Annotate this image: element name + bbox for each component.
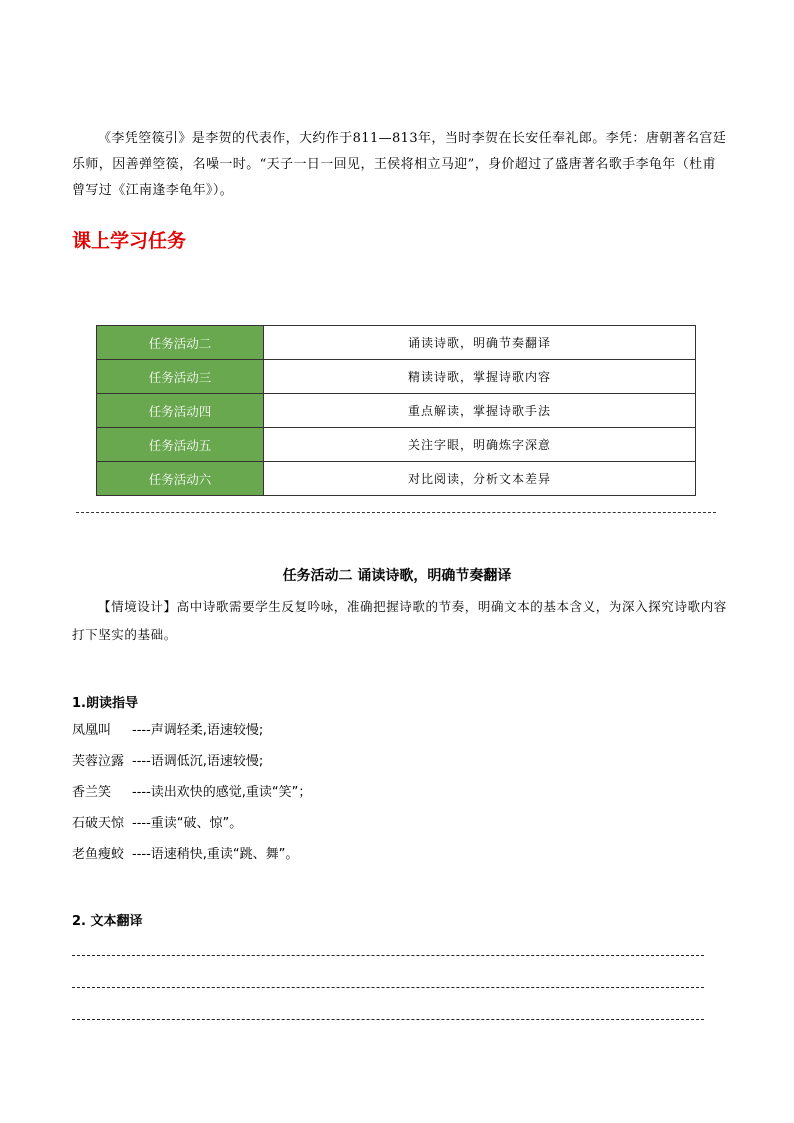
list-item — [72, 842, 311, 873]
answer-line — [72, 955, 704, 956]
reading-item-guide: ----重读“破、惊”。 — [132, 816, 243, 831]
list-item — [72, 811, 311, 842]
table-row — [97, 428, 696, 462]
task-name-cell: 任务活动五 — [97, 428, 264, 462]
intro-paragraph: 《李凭箜篌引》是李贺的代表作，大约作于811—813年，当时李贺在长安任奉礼郎。李凭：唐朝著名宫廷乐师，因善弹箜篌，名噪一时。“天子一日一回见，王侯将相立马迎”，身价超过了盛唐著名歌手李龟年（杜甫曾写过《江南逢李龟年》）。 — [72, 131, 727, 198]
reading-item-guide: ----语调低沉,语速较慢; — [132, 754, 264, 769]
reading-item-guide: ----语速稍快,重读“跳、舞”。 — [132, 847, 299, 862]
reading-item-guide: ----声调轻柔,语速较慢; — [132, 723, 264, 738]
task-desc-cell: 重点解读，掌握诗歌手法 — [264, 394, 696, 428]
reading-guide-list — [72, 718, 311, 873]
task-desc-cell: 关注字眼，明确炼字深意 — [264, 428, 696, 462]
reading-item-guide: ----读出欢快的感觉,重读“笑”； — [132, 785, 312, 800]
reading-heading: 1.朗读指导 — [72, 696, 138, 711]
section-divider — [76, 512, 716, 513]
reading-item-title: 凤凰叫 — [72, 723, 112, 738]
task-desc-cell: 精读诗歌，掌握诗歌内容 — [264, 360, 696, 394]
task-name-cell: 任务活动六 — [97, 462, 264, 496]
task-name-cell: 任务活动三 — [97, 360, 264, 394]
answer-line — [72, 1019, 704, 1020]
reading-item-title: 香兰笑 — [72, 785, 112, 800]
table-row — [97, 326, 696, 360]
list-item — [72, 718, 311, 749]
reading-item-title: 石破天惊 — [72, 816, 125, 831]
activity-title: 任务活动二 诵读诗歌，明确节奏翻译 — [282, 568, 512, 584]
task-name-cell: 任务活动二 — [97, 326, 264, 360]
translation-heading: 2. 文本翻译 — [72, 914, 143, 929]
table-row — [97, 360, 696, 394]
list-item — [72, 780, 311, 811]
task-table — [96, 325, 696, 496]
task-desc-cell: 对比阅读，分析文本差异 — [264, 462, 696, 496]
answer-line — [72, 987, 704, 988]
table-row — [97, 394, 696, 428]
task-desc-cell: 诵读诗歌，明确节奏翻译 — [264, 326, 696, 360]
reading-item-title: 老鱼瘦蛟 — [72, 847, 125, 862]
table-row — [97, 462, 696, 496]
list-item — [72, 749, 311, 780]
section-heading: 课上学习任务 — [72, 230, 187, 252]
context-paragraph: 【情境设计】高中诗歌需要学生反复吟咏，准确把握诗歌的节奏，明确文本的基本含义，为深入探究诗歌内容打下坚实的基础。 — [72, 599, 727, 642]
task-name-cell: 任务活动四 — [97, 394, 264, 428]
reading-item-title: 芙蓉泣露 — [72, 754, 125, 769]
